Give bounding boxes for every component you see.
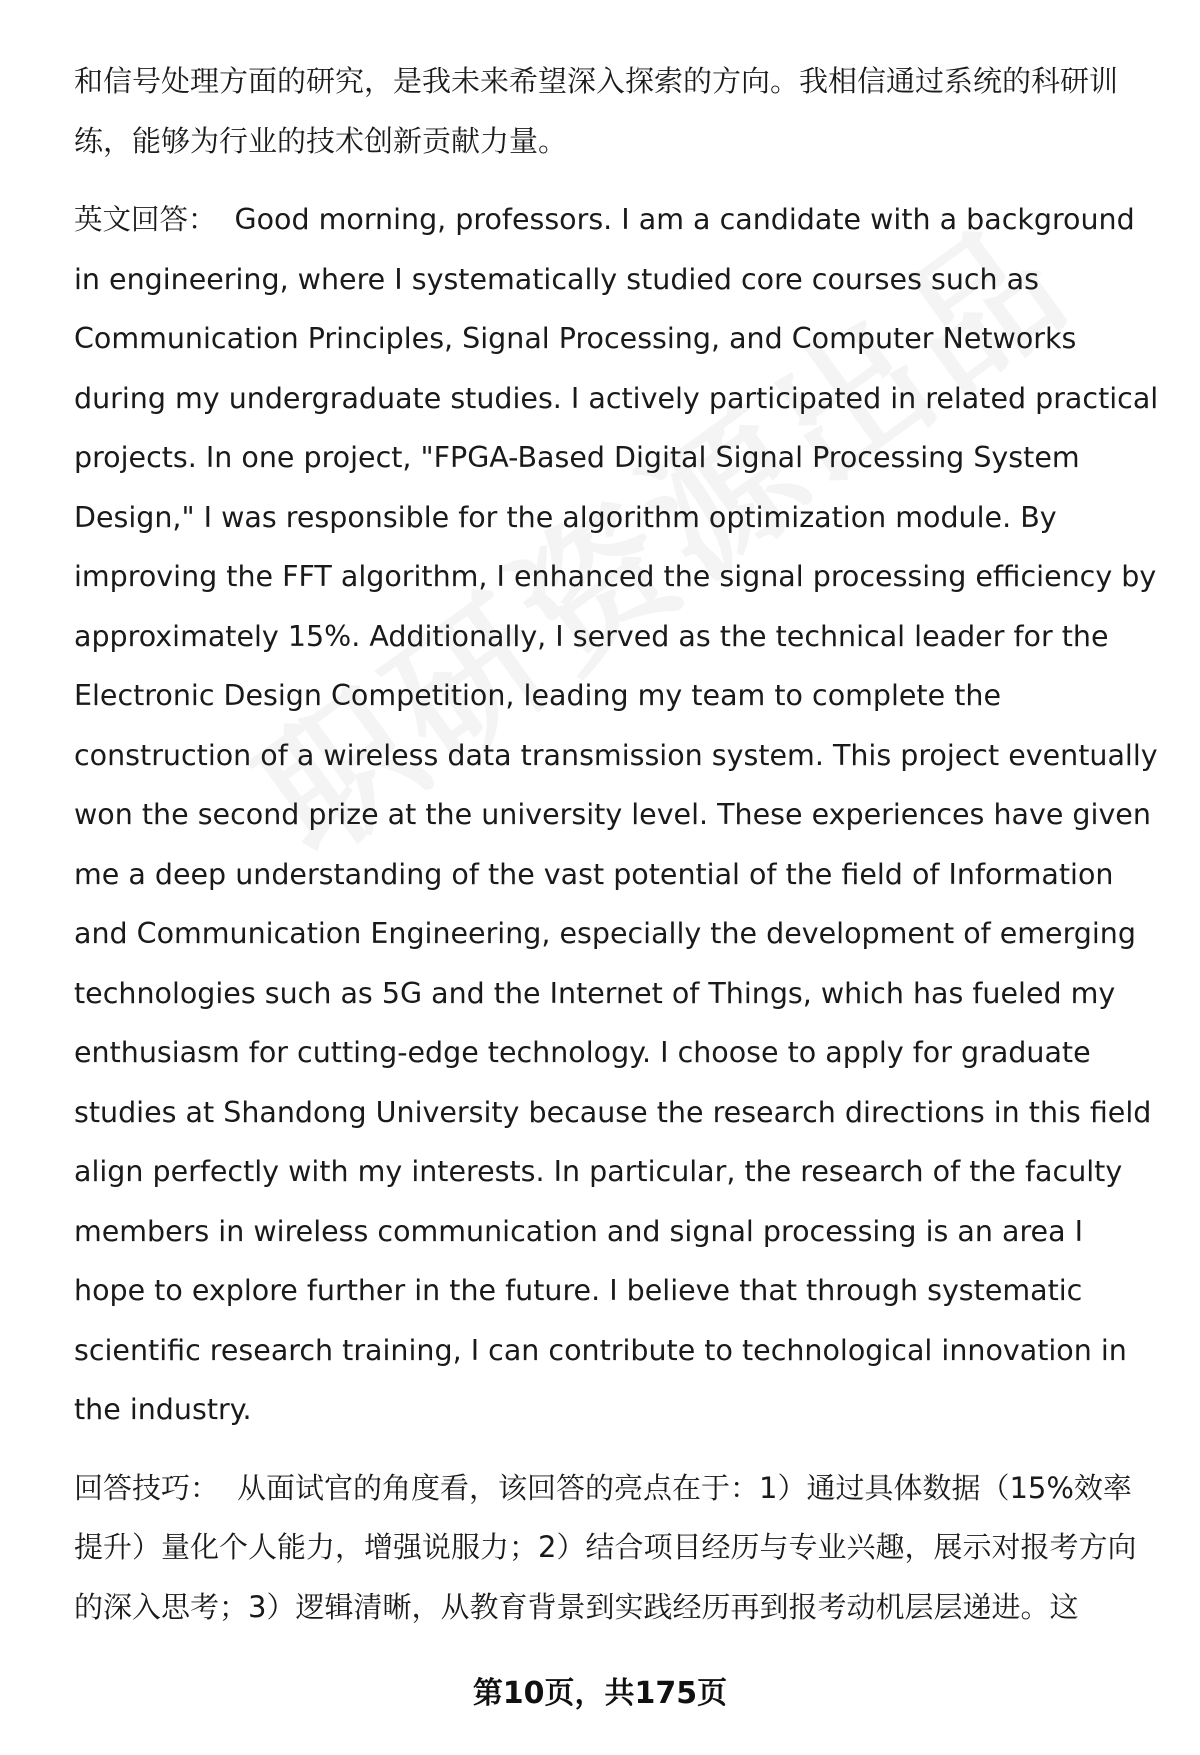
english-answer-label: 英文回答： — [74, 203, 217, 236]
answer-tips-paragraph — [74, 1459, 1160, 1638]
answer-tips-text: 从面试官的角度看，该回答的亮点在于：1）通过具体数据（15%效率提升）量化个人能力，增强说服力；2）结合项目经历与专业兴趣，展示对报考方向的深入思考；3）逻辑清晰，从教育背景到实践经历再到报考动机层层递进。这 — [74, 1470, 1137, 1624]
chinese-answer-continuation: 和信号处理方面的研究，是我未来希望深入探索的方向。我相信通过系统的科研训练，能够为行业的技术创新贡献力量。 — [74, 64, 1119, 158]
answer-tips-label: 回答技巧： — [74, 1470, 220, 1505]
page-number-footer: 第10页，共175页 — [472, 1676, 728, 1711]
english-answer-text: Good morning, professors. I am a candidate with a background in engineering, where I systematically studied core courses such as Communication Principles, Signal Processing, and Computer Networks during my undergraduate studies. I actively participated in related practical projects. In one project, "FPGA-Based Digital Signal Processing System Design," I was responsible for the algorithm optimization module. By improving the FFT algorithm, I enhanced the signal processing efficiency by approximately 15%. Additionally, I served as the technical leader for the Electronic Design Competition, leading my team to complete the construction of a wireless data transmission system. This project eventually won the second prize at the university level. These experiences have given me a deep understanding of the vast potential of the field of Information and Communication Engineering, especially the development of emerging technologies such as 5G and the Internet of Things, which has fueled my enthusiasm for cutting-edge technology. I choose to apply for graduate studies at Shandong University because the research directions in this field align perfectly with my interests. In particular, the research of the faculty members in wireless communication and signal processing is an area I hope to explore further in the future. I believe that through systematic scientific research training, I can contribute to technological innovation in the industry. — [74, 203, 1159, 1426]
page-content — [74, 52, 1160, 1637]
english-answer-paragraph — [74, 190, 1160, 1440]
